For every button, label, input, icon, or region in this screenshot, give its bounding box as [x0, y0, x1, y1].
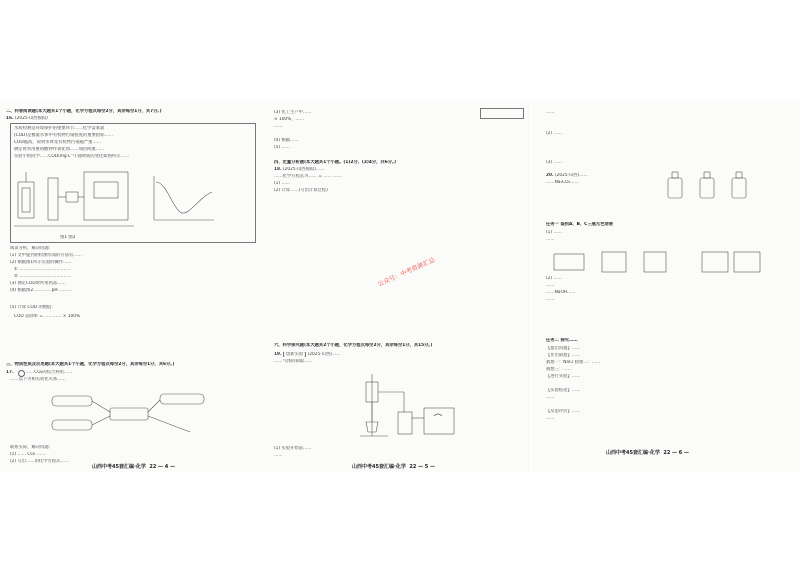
- footer-title: 山西中考45套汇编·化学: [352, 464, 406, 470]
- watermark-stamp: 公众号：中考资源汇总: [376, 256, 437, 289]
- task-title: 任务一 鉴别A、B、C三瓶无色溶液: [546, 222, 614, 227]
- footer-title: 山西中考45套汇编·化学: [92, 464, 146, 470]
- question-line: ……: [274, 124, 283, 129]
- question-line: 【提出问题】……: [546, 346, 581, 351]
- question-line: 猜想三：……: [546, 367, 572, 372]
- question-line: (2) 写出……的化学方程式……: [10, 459, 70, 464]
- question-line: (2025·山西)……: [555, 173, 588, 178]
- question-text: ……CO₂的综合利用……: [25, 370, 73, 375]
- question-number: 20.: [546, 173, 554, 178]
- question-line: (5) ……: [274, 145, 291, 150]
- question-line: (2) 计算……(写出计算过程): [274, 188, 328, 193]
- question-line: (2025·山西模拟)……: [283, 167, 325, 172]
- question-line: 【实验结论】……: [546, 388, 581, 393]
- formula-line: COD 去除率 = ………… × 100%: [14, 314, 81, 319]
- question-line: ② ………………………………: [14, 274, 71, 279]
- question-line: 【进行实验】……: [546, 374, 581, 379]
- question-number: 17.: [6, 370, 14, 375]
- footer-title: 山西中考45套汇编·化学: [606, 450, 660, 456]
- question-line: 【反思评价】……: [546, 409, 581, 414]
- footer-page: 22 — 5 —: [409, 464, 436, 470]
- question-line: 【作出猜想】……: [546, 353, 581, 358]
- page-1: [0, 100, 270, 472]
- question-source: (2025·山西模拟): [15, 116, 48, 121]
- task-title: 任务二 探究……: [546, 338, 578, 343]
- footer-page: 22 — 4 —: [149, 464, 176, 470]
- question-line: (5) 计算 COD 的数值：: [10, 305, 56, 310]
- question-line: × 100%，……: [274, 117, 305, 122]
- question-line: 阅读分析，解决问题：: [10, 246, 53, 251]
- passage-line: COD越高，说明水体受有机物污染越严重……: [14, 140, 102, 145]
- question-line: ……: [546, 297, 555, 302]
- question-line: (2025·山西)……: [307, 352, 341, 357]
- question-number: 19.: [274, 352, 282, 357]
- passage-line: 测定时常用重铬酸钾作氧化剂……加热回流……: [14, 147, 105, 152]
- question-line: ……: [546, 395, 555, 400]
- question-number: 16.: [6, 116, 14, 121]
- question-line: (1) …… CO₂ ……: [10, 452, 46, 457]
- question-line: (1) ……: [274, 181, 291, 186]
- question-line: (4) 根据……: [274, 138, 299, 143]
- footer-page: 22 — 6 —: [663, 450, 690, 456]
- answer-box: [480, 108, 524, 119]
- lab-apparatus-figure: [354, 372, 464, 442]
- question-line: (1) 文中提到的检测水质的方法有……: [10, 253, 82, 258]
- question-line: ……: [546, 283, 555, 288]
- page-3: [532, 100, 800, 472]
- apparatus-figure: [14, 168, 214, 238]
- question-line: (3) 测定COD时所用药品……: [10, 281, 66, 286]
- section-heading: 三、物质性质及应用题(本大题共1个小题，化学方程式每空2分，其余每空1分，共6分。): [6, 362, 175, 367]
- question-line: ……: [546, 237, 555, 242]
- page-footer: [92, 464, 175, 470]
- question-line: ……化学方程式为…… = …… ……: [274, 174, 342, 179]
- question-line: ……: [546, 416, 555, 421]
- question-line: (3) 化工生产中……: [274, 110, 312, 115]
- passage-line: 水质检测是环境保护的重要环节……化学需氧量: [14, 126, 105, 131]
- question-line: (1) 实验开始前……: [274, 446, 312, 451]
- question-line: ……Na₂CO₃……: [546, 180, 579, 185]
- section-heading: 六、科学探究题(本大题共2个小题，化学方程式每空2分，其余每空1分，共15分。): [274, 343, 433, 348]
- question-line: ……: [546, 110, 555, 115]
- question-line: ……NaOH……: [546, 290, 576, 295]
- question-line: ……以下为相关转化关系……: [10, 377, 66, 382]
- question-line: (1) ……: [546, 230, 563, 235]
- page-footer: [606, 450, 689, 456]
- reagent-bottles-figure: [662, 168, 752, 200]
- question-line: ……气体的制取……: [274, 359, 313, 364]
- test-tubes-figure: [552, 250, 762, 274]
- question-line: ① ………………………………: [14, 267, 71, 272]
- conversion-diagram: [50, 392, 210, 438]
- passage-line: 实验小组同学……COD(mg·L⁻¹) 随时间的变化如图所示……: [14, 154, 130, 159]
- question-number: 18.: [274, 167, 282, 172]
- passage-line: (COD)是衡量水体中有机物污染程度的重要指标……: [14, 133, 113, 138]
- figure-caption: 图1 图2: [60, 235, 76, 240]
- question-line: (2) 根据图1所示实验的操作……: [10, 260, 72, 265]
- section-heading: 二、科普阅读题(本大题共1个小题，化学方程式每空2分，其余每空1分，共7分。): [6, 109, 162, 114]
- question-line: ……: [274, 453, 283, 458]
- question-line: (3) ……: [546, 160, 563, 165]
- question-line: (4) 根据图2………… pH ………: [10, 288, 72, 293]
- question-line: (2) ……: [546, 276, 563, 281]
- question-line: (2) ……: [546, 131, 563, 136]
- question-tag: 创新实验: [283, 352, 306, 357]
- question-line: 猜想一：NaCl 猜想二：……: [546, 360, 601, 365]
- page-footer: [352, 464, 435, 470]
- page-2: [268, 100, 530, 472]
- question-line: 联系实际，解决问题：: [10, 445, 53, 450]
- section-heading: 四、定量分析题(本大题共1个小题。(1)2分，(2)4分，共6分。): [274, 160, 397, 165]
